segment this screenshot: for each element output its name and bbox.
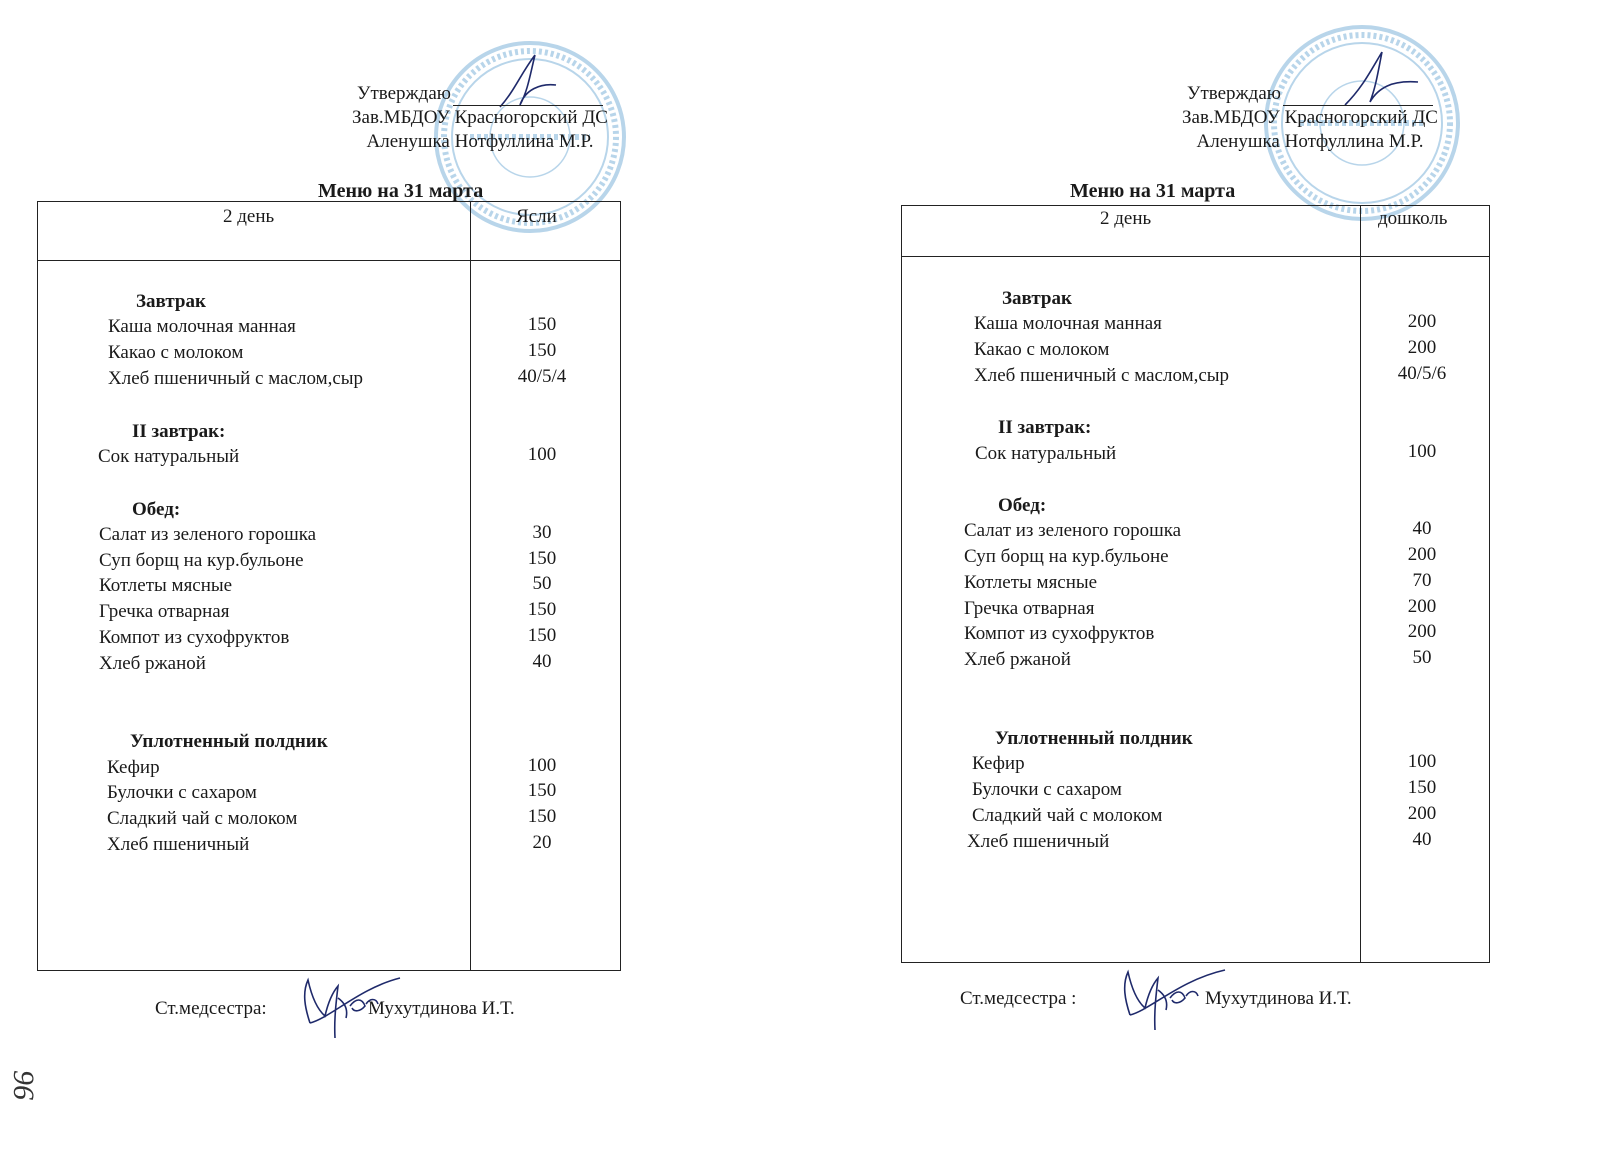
- day-header: 2 день: [1100, 208, 1152, 229]
- menu-item-amount: 200: [1407, 544, 1437, 565]
- approval-block: [1155, 82, 1465, 154]
- section-second-breakfast: II завтрак:: [998, 417, 1092, 438]
- section-afternoon-snack: Уплотненный полдник: [130, 731, 328, 752]
- page-title: Меню на 31 марта: [318, 180, 484, 202]
- approval-name: Аленушка Нотфуллина М.Р.: [366, 131, 594, 152]
- menu-item: Суп борщ на кур.бульоне: [99, 550, 304, 571]
- menu-item-amount: 200: [1407, 803, 1437, 824]
- menu-item: Какао с молоком: [108, 342, 244, 363]
- menu-item: Кефир: [972, 753, 1025, 774]
- menu-item: Гречка отварная: [99, 601, 230, 622]
- menu-item-amount: 30: [532, 522, 552, 543]
- approval-position: Зав.МБДОУ Красногорский ДС: [352, 107, 608, 128]
- menu-item-amount: 150: [527, 548, 557, 569]
- menu-item-amount: 20: [532, 832, 552, 853]
- menu-item: Котлеты мясные: [99, 575, 233, 596]
- menu-item: Гречка отварная: [964, 598, 1095, 619]
- menu-item-amount: 200: [1407, 596, 1437, 617]
- menu-table: [37, 201, 621, 971]
- menu-item-amount: 100: [1407, 441, 1437, 462]
- menu-item: Булочки с сахаром: [972, 779, 1122, 800]
- menu-item-amount: 40: [1412, 518, 1432, 539]
- menu-item: Булочки с сахаром: [107, 782, 257, 803]
- section-lunch: Обед:: [132, 499, 181, 520]
- menu-item-amount: 150: [1407, 777, 1437, 798]
- menu-item-amount: 40/5/4: [517, 366, 567, 387]
- menu-item: Салат из зеленого горошка: [99, 524, 317, 545]
- menu-item: Салат из зеленого горошка: [964, 520, 1182, 541]
- menu-item-amount: 200: [1407, 337, 1437, 358]
- menu-item-amount: 150: [527, 599, 557, 620]
- menu-item-amount: 200: [1407, 311, 1437, 332]
- right-menu-page: [800, 0, 1600, 1162]
- menu-item: Хлеб пшеничный: [107, 834, 250, 855]
- section-second-breakfast: II завтрак:: [132, 421, 226, 442]
- approval-position: Зав.МБДОУ Красногорский ДС: [1182, 107, 1438, 128]
- group-header: Ясли: [516, 206, 557, 227]
- menu-item-amount: 200: [1407, 621, 1437, 642]
- nurse-name: Мухутдинова И.Т.: [1205, 988, 1352, 1009]
- menu-item-amount: 100: [527, 755, 557, 776]
- approval-title: Утверждаю: [1187, 83, 1281, 104]
- nurse-signature-label: Ст.медсестра :: [960, 988, 1077, 1009]
- menu-item: Сладкий чай с молоком: [972, 805, 1163, 826]
- menu-item-amount: 150: [527, 780, 557, 801]
- menu-item: Хлеб пшеничный с маслом,сыр: [108, 368, 364, 389]
- menu-item-amount: 100: [1407, 751, 1437, 772]
- menu-item: Какао с молоком: [974, 339, 1110, 360]
- menu-item-amount: 150: [527, 314, 557, 335]
- menu-item: Каша молочная манная: [108, 316, 296, 337]
- menu-item: Сок натуральный: [98, 446, 240, 467]
- day-header: 2 день: [223, 206, 275, 227]
- menu-item-amount: 50: [1412, 647, 1432, 668]
- menu-item: Хлеб пшеничный: [967, 831, 1110, 852]
- menu-item-amount: 100: [527, 444, 557, 465]
- menu-item: Компот из сухофруктов: [99, 627, 290, 648]
- section-breakfast: Завтрак: [1002, 288, 1072, 309]
- menu-item-amount: 150: [527, 340, 557, 361]
- menu-item: Сладкий чай с молоком: [107, 808, 298, 829]
- menu-item-amount: 40/5/6: [1397, 363, 1447, 384]
- menu-item-amount: 70: [1412, 570, 1432, 591]
- section-afternoon-snack: Уплотненный полдник: [995, 728, 1193, 749]
- menu-item: Сок натуральный: [975, 443, 1117, 464]
- section-lunch: Обед:: [998, 495, 1047, 516]
- menu-item: Кефир: [107, 757, 160, 778]
- menu-item: Хлеб ржаной: [99, 653, 206, 674]
- menu-item: Суп борщ на кур.бульоне: [964, 546, 1169, 567]
- nurse-name: Мухутдинова И.Т.: [368, 998, 515, 1019]
- menu-item-amount: 40: [1412, 829, 1432, 850]
- page-title: Меню на 31 марта: [1070, 180, 1236, 202]
- menu-table: [901, 205, 1490, 963]
- section-breakfast: Завтрак: [136, 291, 206, 312]
- menu-item: Котлеты мясные: [964, 572, 1098, 593]
- nurse-signature-label: Ст.медсестра:: [155, 998, 267, 1019]
- menu-item: Компот из сухофруктов: [964, 623, 1155, 644]
- approval-signature-line: [453, 87, 603, 106]
- menu-item-amount: 150: [527, 806, 557, 827]
- menu-item-amount: 150: [527, 625, 557, 646]
- menu-item: Каша молочная манная: [974, 313, 1162, 334]
- margin-handwritten-mark: 96: [7, 1070, 40, 1100]
- approval-block: [330, 82, 630, 154]
- approval-name: Аленушка Нотфуллина М.Р.: [1196, 131, 1424, 152]
- approval-signature-line: [1283, 87, 1433, 106]
- menu-item-amount: 50: [532, 573, 552, 594]
- menu-item: Хлеб ржаной: [964, 649, 1071, 670]
- approval-title: Утверждаю: [357, 83, 451, 104]
- menu-item-amount: 40: [532, 651, 552, 672]
- group-header: дошколь: [1378, 208, 1448, 229]
- menu-item: Хлеб пшеничный с маслом,сыр: [974, 365, 1230, 386]
